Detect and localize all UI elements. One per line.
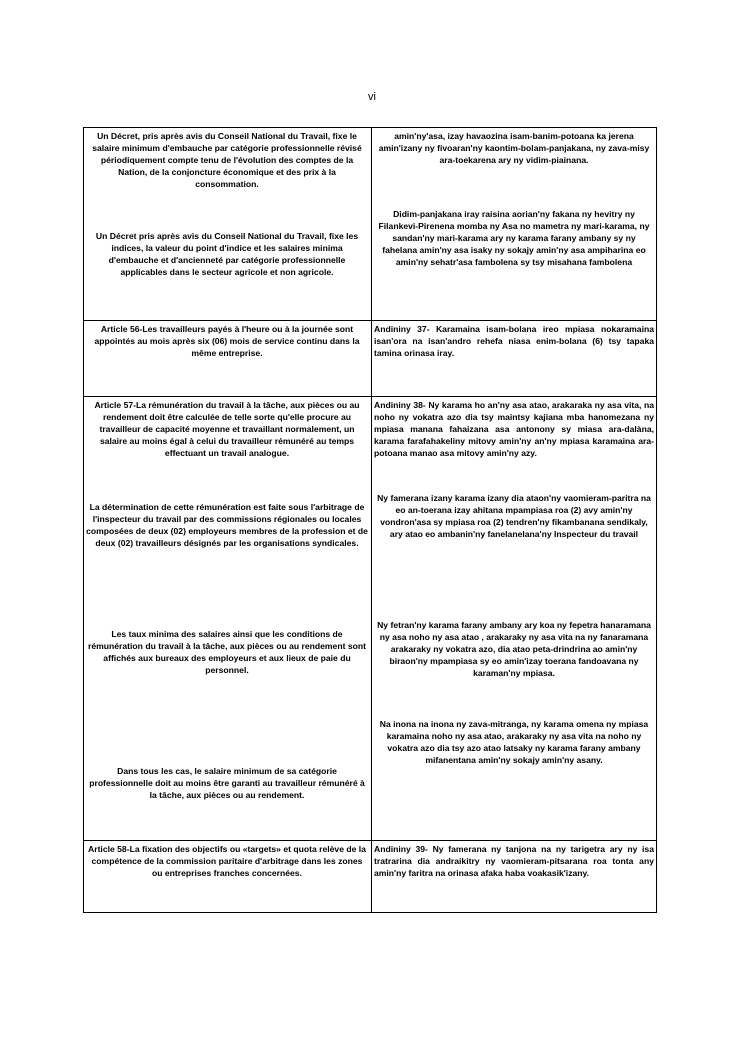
page-number: vi — [368, 91, 376, 103]
french-paragraph: Dans tous les cas, le salaire minimum de sa catégorie professionnelle doit au moins être garanti au travailleur rémunéré à la tâche, aux pièces ou au rendement. — [89, 766, 365, 800]
row-divider — [84, 840, 656, 841]
malagasy-paragraph: Na inona na inona ny zava-mitranga, ny karama omena ny mpiasa karamaina noho ny asa atao, arakaraky ny asa vita na noho ny vokatra azo dia tsy azo atao latsaky ny karama farany ambany mifanentana amin'ny sokajy amin'ny asany. — [379, 719, 649, 765]
malagasy-paragraph: Ny fetran'ny karama farany ambany ary koa ny fepetra hanaramana ny asa noho ny asa atao , arakaraky ny asa vita na ny fanaramana arakaraky ny vokatra azo, dia atao peta-drindrina ao amin'ny biraon'ny mpampiasa sy eo amin'izay toerana fandoavana ny karaman'ny mpiasa. — [377, 620, 651, 678]
french-paragraph: Les taux minima des salaires ainsi que les conditions de rémunération du travail à la tâche, aux pièces ou au rendement sont affichés aux bureaux des employeurs et aux lieux de paie du personnel. — [88, 629, 366, 675]
column-divider — [371, 128, 372, 912]
french-paragraph: Un Décret pris après avis du Conseil National du Travail, fixe les indices, la valeur du point d'indice et les salaires minima d'embauche et d'ancienneté par catégorie professionnelle applicables dans le secteur agricole et non agricole. — [95, 231, 359, 277]
bilingual-table — [83, 127, 657, 913]
french-paragraph: La détermination de cette rémunération est faite sous l'arbitrage de l'inspecteur du travail par des commissions régionales ou locales composées de deux (02) employeurs membres de la profession et de deux (02) travailleurs désignés par les organisations syndicales. — [86, 502, 368, 548]
row-divider — [84, 396, 656, 397]
french-article-56: Article 56-Les travailleurs payés à l'heure ou à la journée sont appointés au mois après six (06) mois de service continu dans la même entreprise. — [94, 324, 360, 358]
french-article-57: Article 57-La rémunération du travail à la tâche, aux pièces ou au rendement doit être calculée de telle sorte qu'elle procure au travailleur de capacité moyenne et travaillant normalement, un salaire au moins égal à celui du travailleur rémunéré au temps effectuant un travail analogue. — [94, 400, 360, 458]
french-article-58: Article 58-La fixation des objectifs ou «targets» et quota relève de la compétence de la commission paritaire d'arbitrage dans les zones ou entreprises franches concernées. — [88, 844, 366, 878]
malagasy-andininy-38: Andininy 38- Ny karama ho an'ny asa atao, arakaraka ny asa vita, na noho ny vokatra azo dia tsy maintsy kajiana mba hanomezana ny mpiasa manana fahaizana asa antonony sy miasa ara-dalàna, karama farafahakeliny mitovy amin'ny an'ny mpiasa karamaina ara-potoana manao asa mitovy amin'ny azy. — [374, 400, 654, 458]
malagasy-andininy-39: Andininy 39- Ny famerana ny tanjona na ny tarigetra ary ny isa tratrarina dia andraikitry ny vaomieram-pitsarana roa tonta any amin'ny faritra na orinasa afaka haba voakasik'izany. — [374, 844, 654, 878]
malagasy-paragraph: amin'ny'asa, izay havaozina isam-banim-potoana ka jerena amin'izany ny fivoaran'ny kaontim-bolam-panjakana, ny zava-misy ara-toekarena ary ny vidim-piainana. — [378, 131, 650, 165]
malagasy-paragraph: Didim-panjakana iray raisina aorian'ny fakana ny hevitry ny Filankevi-Pirenena momba ny Asa no mametra ny mari-karama, ny sandan'ny mari-karama ary ny karama farany ambany sy ny fahelana amin'ny asa isaky ny sokajy amin'ny asa ampiharina eo amin'ny sehatr'asa fambolena sy tsy misahana fambolena — [378, 209, 650, 267]
french-paragraph: Un Décret, pris après avis du Conseil National du Travail, fixe le salaire minimum d'embauche par catégorie professionnelle révisé périodiquement compte tenu de l'évolution des comptes de la Nation, de la conjoncture économique et des prix à la consommation. — [92, 131, 362, 189]
malagasy-andininy-37: Andininy 37- Karamaina isam-bolana ireo mpiasa nokaramaina isan'ora na isan'andro rehefa niasa enim-bolana (6) tsy tapaka tamina orinasa iray. — [374, 324, 654, 358]
row-divider — [84, 320, 656, 321]
malagasy-paragraph: Ny famerana izany karama izany dia ataon'ny vaomieram-paritra na eo an-toerana izay ahitana mpampiasa roa (2) avy amin'ny vondron'asa sy mpiasa roa (2) tendren'ny fikambanana sendikaly, ary atao eo ambanin'ny fanelanelana'ny Inspecteur du travail — [377, 493, 651, 539]
